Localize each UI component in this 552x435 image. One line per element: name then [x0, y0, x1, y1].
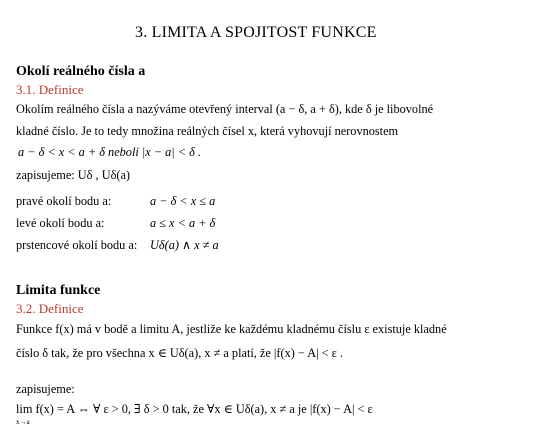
right-neighborhood-label: pravé okolí bodu a: [16, 194, 112, 208]
notation-line: zapisujeme: Uδ , Uδ(a) [16, 168, 131, 182]
punctured-neighborhood-label: prstencové okolí bodu a: [16, 238, 138, 252]
definition-label-3-1: 3.1. Definice [16, 82, 84, 97]
page-title: 3. LIMITA A SPOJITOST FUNKCE [135, 24, 377, 41]
section-heading-okoli: Okolí reálného čísla a [16, 64, 146, 79]
limit-formula: lim f(x) = A ⇔ ∀ ε > 0, ∃ δ > 0 tak, že ∀x ∈ Uδ(a), x ≠ a je |f(x) − A| < ε [16, 402, 373, 416]
definition-label-3-2: 3.2. Definice [16, 301, 84, 316]
left-neighborhood-expr: a ≤ x < a + δ [150, 216, 216, 230]
left-neighborhood-label: levé okolí bodu a: [16, 216, 105, 230]
inequality-line: a − δ < x < a + δ neboli |x − a| < δ . [18, 145, 201, 159]
section-heading-limita: Limita funkce [16, 283, 101, 298]
punctured-neighborhood-expr: Uδ(a) ∧ x ≠ a [150, 238, 219, 252]
definition-text-line-2: kladné číslo. Je to tedy množina reálných čísel x, která vyhovují nerovnostem [16, 124, 399, 138]
limit-subscript: x→a [16, 418, 30, 426]
limit-definition-line-1: Funkce f(x) má v bodě a limitu A, jestliže ke každému kladnému číslu ε existuje kladné [16, 322, 447, 336]
limit-notation-label: zapisujeme: [16, 382, 75, 396]
limit-definition-line-2: číslo δ tak, že pro všechna x ∈ Uδ(a), x ≠ a platí, že |f(x) − A| < ε . [16, 346, 343, 360]
definition-text-line-1: Okolím reálného čísla a nazýváme otevřený interval (a − δ, a + δ), kde δ je libovolné [16, 102, 434, 116]
right-neighborhood-expr: a − δ < x ≤ a [150, 194, 216, 208]
